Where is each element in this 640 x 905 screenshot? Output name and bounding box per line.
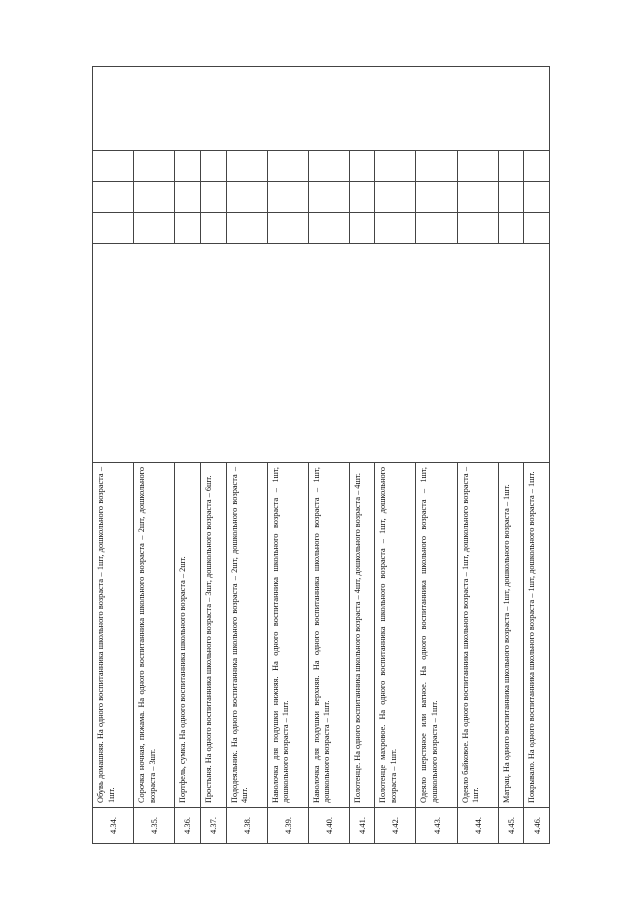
row-description: Полотенце. На одного воспитанника школьного возраста – 4шт, дошкольного возраста – 4шт. (349, 463, 375, 808)
empty-column-cell (93, 244, 550, 463)
empty-cell (349, 151, 375, 182)
empty-cell (375, 151, 416, 182)
empty-cell (267, 213, 308, 244)
empty-cell (226, 213, 267, 244)
empty-cell (200, 182, 226, 213)
empty-cell (524, 182, 550, 213)
row-description: Обувь домашняя. На одного воспитанника школьного возраста – 1шт, дошкольного возраста – 1шт. (93, 463, 134, 808)
empty-cell (226, 182, 267, 213)
row-number: 4.36. (175, 808, 201, 844)
row-description: Полотенце махровое. На одного воспитанника школьного возраста – 1шт, дошкольного возраста – 1шт. (375, 463, 416, 808)
empty-cell (375, 182, 416, 213)
empty-cell (93, 213, 134, 244)
empty-cell (498, 182, 524, 213)
table-row (93, 67, 134, 844)
row-number: 4.35. (134, 808, 175, 844)
empty-cell (416, 213, 457, 244)
row-number: 4.34. (93, 808, 134, 844)
row-number: 4.37. (200, 808, 226, 844)
empty-cell (93, 182, 134, 213)
row-description: Покрывало. На одного воспитанника школьного возраста – 1шт, дошкольного возраста – 1шт. (524, 463, 550, 808)
row-description: Простыня. На одного воспитанника школьного возраста – 3шт, дошкольного возраста – 6шт. (200, 463, 226, 808)
table-body (93, 67, 550, 844)
empty-cell (226, 151, 267, 182)
empty-cell (524, 151, 550, 182)
empty-cell (175, 213, 201, 244)
empty-cell (349, 213, 375, 244)
empty-cell (416, 151, 457, 182)
empty-cell (457, 213, 498, 244)
empty-cell (457, 182, 498, 213)
row-number: 4.41. (349, 808, 375, 844)
empty-cell (134, 213, 175, 244)
row-number: 4.40. (308, 808, 349, 844)
row-number: 4.46. (524, 808, 550, 844)
row-description: Наволочка для подушки нижняя. На одного воспитанника школьного возраста – 1шт, дошкольного возраста – 1шт. (267, 463, 308, 808)
empty-cell (308, 182, 349, 213)
empty-cell (134, 182, 175, 213)
row-description: Одеяло шерстяное или ватное. На одного воспитанника школьного возраста – 1шт, дошкольного возраста – 1шт. (416, 463, 457, 808)
row-description: Матрац. На одного воспитанника школьного возраста – 1шт, дошкольного возраста – 1шт. (498, 463, 524, 808)
rotated-table-container (92, 67, 550, 844)
row-number: 4.45. (498, 808, 524, 844)
norms-table (92, 66, 550, 844)
row-number: 4.44. (457, 808, 498, 844)
empty-cell (349, 182, 375, 213)
row-description: Одеяло байковое. На одного воспитанника школьного возраста – 1шт, дошкольного возраста – 1шт. (457, 463, 498, 808)
empty-cell (175, 151, 201, 182)
empty-cell (267, 151, 308, 182)
row-number: 4.38. (226, 808, 267, 844)
empty-last-column-cell (93, 67, 550, 151)
empty-cell (498, 213, 524, 244)
row-number: 4.42. (375, 808, 416, 844)
row-description: Сорочка ночная, пижама. На одного воспитанника школьного возраста – 2шт, дошкольного возраста – 3шт. (134, 463, 175, 808)
empty-cell (93, 151, 134, 182)
empty-cell (308, 151, 349, 182)
row-number: 4.43. (416, 808, 457, 844)
empty-cell (134, 151, 175, 182)
empty-cell (175, 182, 201, 213)
empty-cell (267, 182, 308, 213)
empty-cell (416, 182, 457, 213)
empty-cell (200, 213, 226, 244)
row-description: Пододеяльник. На одного воспитанника школьного возраста – 2шт, дошкольного возраста – 4шт. (226, 463, 267, 808)
empty-cell (457, 151, 498, 182)
empty-cell (375, 213, 416, 244)
empty-cell (308, 213, 349, 244)
row-number: 4.39. (267, 808, 308, 844)
empty-cell (200, 151, 226, 182)
row-description: Портфель, сумка. На одного воспитанника школьного возраста – 2шт. (175, 463, 201, 808)
empty-cell (524, 213, 550, 244)
empty-cell (498, 151, 524, 182)
row-description: Наволочка для подушки верхняя. На одного воспитанника школьного возраста – 1шт, дошкольного возраста – 1шт. (308, 463, 349, 808)
